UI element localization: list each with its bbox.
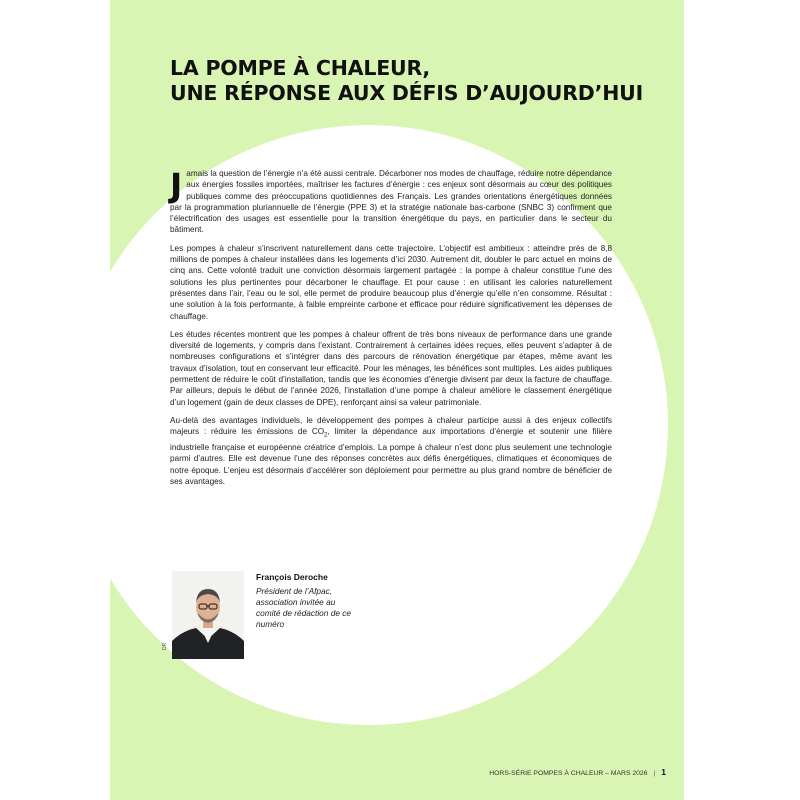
photo-credit: DR: [162, 642, 168, 650]
author-name: François Deroche: [256, 572, 328, 582]
page: [110, 0, 684, 800]
page-title: [170, 56, 670, 106]
author-photo: [172, 571, 244, 659]
paragraph-1: [170, 168, 612, 236]
footer-publication: HORS-SÉRIE POMPES À CHALEUR – MARS 2026: [489, 770, 648, 777]
paragraph-2: Les pompes à chaleur s’inscrivent naturellement dans cette trajectoire. L’objectif est ambitieux : atteindre près de 8,8 millions de pompes à chaleur installées dans les logements d’ici 2030. Autrement dit, doubler le parc actuel en moins de cinq ans. Cette volonté traduit une conviction désormais largement partagée : la pompe à chaleur constitue l’une des solutions les plus pertinentes pour décarboner le chauffage. Et pour cause : en utilisant les calories naturellement présentes dans l’air, l’eau ou le sol, elle permet de produire beaucoup plus d’énergie qu’elle n’en consomme. Résultat : une solution à la fois performante, à faible empreinte carbone et efficace pour réduire significativement les dépenses de chauffage.: [170, 243, 612, 321]
paragraph-4-text-a: Au-delà des avantages individuels, le développement des pompes à chaleur participe aussi à des enjeux collectifs majeurs : réduire les émissions de CO: [170, 415, 612, 437]
article-body: [170, 168, 612, 494]
title-line-1: LA POMPE À CHALEUR,: [170, 56, 431, 80]
drop-cap: J: [170, 166, 183, 205]
paragraph-4-text-b: , limiter la dépendance aux importations d’énergie et soutenir une filière industrielle française et européenne créatrice d’emplois. La pompe à chaleur n’est donc plus seulement une technologie parmi d’autres. Elle est devenue l’une des réponses concrètes aux défis énergétiques, climatiques et économiques de notre époque. L’enjeu est désormais d’accélérer son déploiement pour permettre au plus grand nombre de bénéficier de ses avantages.: [170, 427, 612, 487]
footer-separator: |: [653, 770, 656, 777]
page-number: 1: [661, 767, 666, 777]
title-line-2: UNE RÉPONSE AUX DÉFIS D’AUJOURD’HUI: [170, 81, 644, 105]
paragraph-4: [170, 415, 612, 487]
page-footer: [110, 767, 666, 777]
co2-subscript: 2: [324, 432, 328, 439]
author-role: Président de l’Afpac, association invitée au comité de rédaction de ce numéro: [256, 586, 352, 629]
paragraph-3: Les études récentes montrent que les pompes à chaleur offrent de très bons niveaux de performance dans une grande diversité de logements, y compris dans l’existant. Contrairement à certaines idées reçues, elles peuvent s’adapter à de nombreuses configurations et s’intégrer dans des parcours de rénovation énergétique par étapes, même avant les travaux d’isolation, tout en conservant leur efficacité. Pour les ménages, les bénéfices sont multiples. Les aides publiques permettent de réduire le coût d’installation, tandis que les économies d’énergie divisent par deux la facture de chauffage. Par ailleurs, depuis le début de l’année 2026, l’installation d’une pompe à chaleur améliore le classement énergétique d’un logement (gain de deux classes de DPE), renforçant ainsi sa valeur patrimoniale.: [170, 329, 612, 407]
paragraph-1-text: amais la question de l’énergie n’a été aussi centrale. Décarboner nos modes de chauffage, réduire notre dépendance aux énergies fossiles importées, maîtriser les factures d’énergie : ces enjeux sont désormais au cœur des politiques publiques comme des préoccupations quotidiennes des Français. Les grandes orientations énergétiques données par la programmation pluriannuelle de l’énergie (PPE 3) et la stratégie nationale bas-carbone (SNBC 3) confirment que l’électrification des usages est essentielle pour la transition énergétique du pays, en particulier dans le secteur du bâtiment.: [170, 169, 612, 235]
